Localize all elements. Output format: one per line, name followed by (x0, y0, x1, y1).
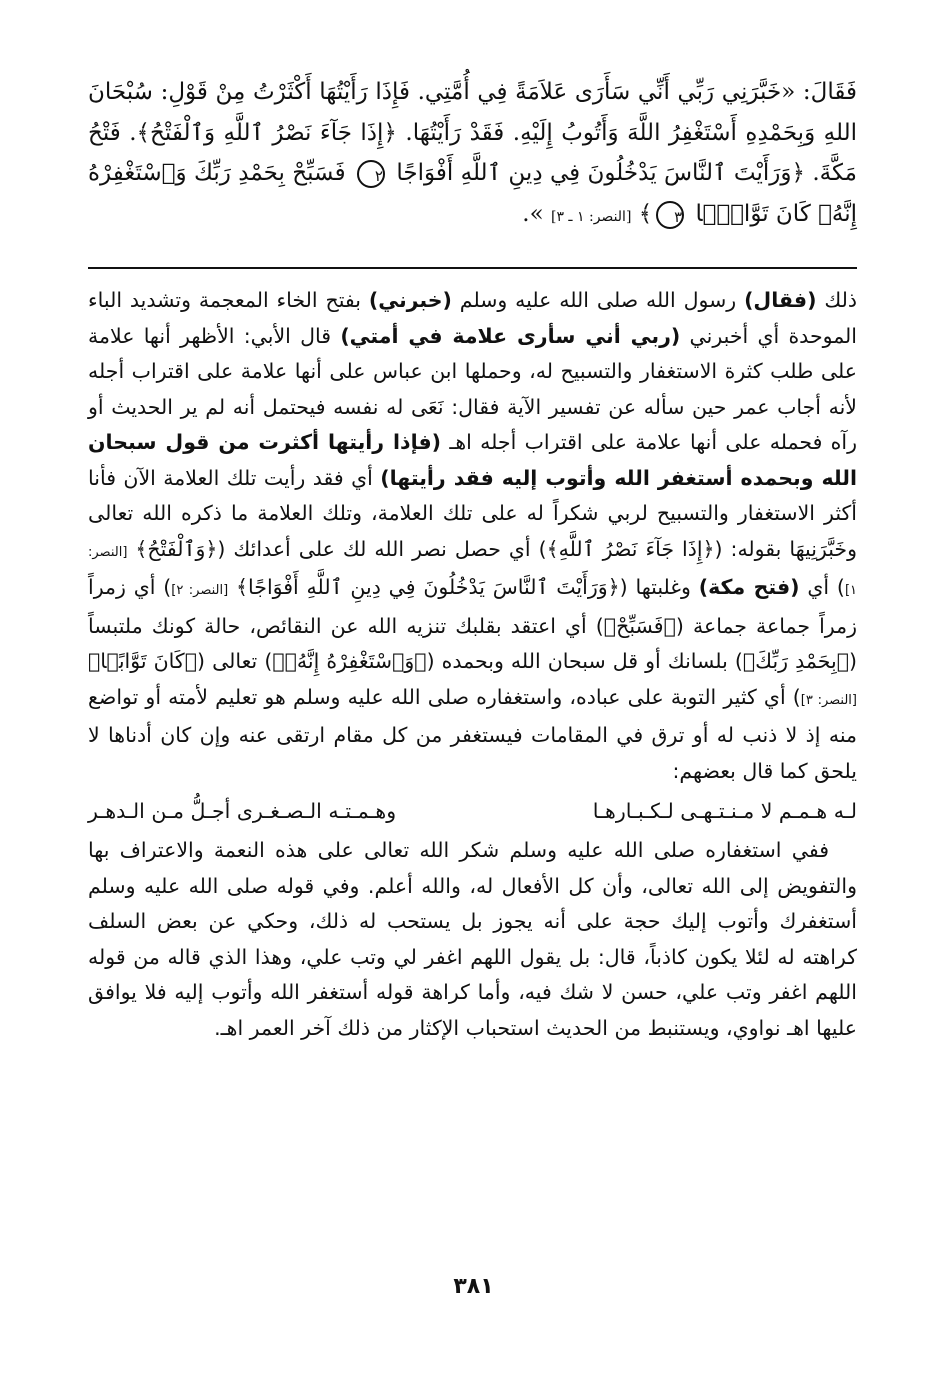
commentary-text-run: بفتح الخاء المعجمة وتشديد الباء الموحدة أي أخبرني (88, 288, 858, 348)
commentary-text-run: ) أي زمراً زمراً جماعة جماعة (﴿فَسَبِّحْ﴾) أي اعتقد بقلبك تنزيه الله عن النقائص، حالة كونك ملتبساً (﴿بِحَمْدِ رَبِّكَ﴾) بلسانك أو قل سبحان الله وبحمده (﴿وَٱسْتَغْفِرْهُ إِنَّهُۥ﴾) تعالى (﴿كَانَ تَوَّابًۢا﴾ (88, 575, 857, 673)
section-divider (88, 267, 857, 269)
hadith-part-3: ﴾ (638, 200, 653, 227)
commentary-paragraph-2: ففي استغفاره صلى الله عليه وسلم شكر الله تعالى على هذه النعمة والاعتراف بها والتفويض إلى الله تعالى، وأن كل الأفعال له، والله أعلم. وفي قوله صلى الله عليه وسلم أستغفرك وأتوب إليك حجة على أنه يجوز بل يستحب له ذلك، وحكي عن بعض السلف كراهته له لئلا يكون كاذباً، قال: بل يقول اللهم اغفر لي وتب علي، وهذا الذي قاله من قوله اللهم اغفر وتب علي، حسن لا شك فيه، وأما كراهة قوله أستغفر الله وأتوب إليه فلا يوافق عليها اهـ نواوي، ويستنبط من الحديث استحباب الإكثار من ذلك آخر العمر اهـ. (88, 838, 857, 1040)
hadith-part-1: فَقَالَ: «خَبَّرَنِي رَبِّي أَنِّي سَأَرَى عَلاَمَةً فِي أُمَّتِي. فَإِذَا رَأَيْتُهَا أَكْثَرْتُ مِنْ قَوْلِ: سُبْحَانَ اللهِ وَبِحَمْدِهِ أَسْتَغْفِرُ اللَّهَ وَأَتُوبُ إِلَيْهِ. فَقَدْ رَأَيْتُهَا. ﴿إِذَا جَآءَ نَصْرُ ٱللَّهِ وَٱلْفَتْحُ﴾. فَتْحُ مَكَّةَ. ﴿وَرَأَيْتَ ٱلنَّاسَ يَدْخُلُونَ فِي دِينِ ٱللَّهِ أَفْوَاجًا (88, 79, 857, 186)
commentary-text-run: ) أي (799, 575, 845, 599)
commentary-text-run: ) أي كثير التوبة على عباده، واستغفاره صلى الله عليه وسلم هو تعليم لأمته أو تواضع منه إذ لا ذنب له أو ترق في المقامات فيستغفر من كل مقام ارتقى عنه وإن كان أدناها لا يلحق كما قال بعضهم: (88, 684, 857, 783)
page-number: ٣٨١ (453, 1274, 494, 1299)
verse-second-hemistich: وهـمـتـه الـصـغـرى أجـلُّ مـن الـدهـر (88, 799, 397, 823)
sura-reference: [النصر: ١ ـ ٣] (550, 208, 632, 225)
commentary-quote: (فإذا رأيتها أكثرت من قول سبحان الله وبحمده أستغفر الله وأتوب إليه فقد رأيتها) (88, 430, 857, 490)
commentary-quote: (فتح مكة) (698, 575, 800, 599)
verse-first-hemistich: لـه هـمـم لا مـنـتـهـى لـكـبـارهـا (592, 799, 857, 823)
commentary-text-run: أي فقد رأيت تلك العلامة الآن فأنا أكثر الاستغفار والتسبيح لربي شكراً له على تلك العلامة، وتلك العلامة ما ذكره الله تعالى وخَبَّرَنِيهَا بقوله: (﴿إِذَا جَآءَ نَصْرُ ٱللَّهِ﴾) أي حصل نصر الله لك على أعدائك (﴿وَٱلْفَتْحُ﴾ (88, 465, 857, 561)
hadith-end: ». (522, 200, 544, 227)
commentary-text-run: قال الأبي: الأظهر أنها علامة على طلب كثرة الاستغفار والتسبيح له، وحملها ابن عباس على أنها علامة على اقتراب أجله لأنه أجاب عمر حين سأله عن تفسير الآية فقال: نَعَى له نفسه فيحتمل أنه لم ير الحديث أو رآه فحمله على أنها علامة على اقتراب أجله اهـ (88, 323, 858, 454)
commentary-quote: (خبرني) (368, 288, 452, 312)
commentary-text-run: رسول الله صلى الله عليه وسلم (451, 288, 745, 312)
commentary-text-run: وغلبتها (﴿وَرَأَيْتَ ٱلنَّاسَ يَدْخُلُونَ فِي دِينِ ٱللَّهِ أَفْوَاجًا﴾ (228, 575, 699, 599)
hadith-text (88, 72, 857, 237)
commentary-text (88, 283, 857, 1046)
commentary-paragraph (88, 283, 857, 789)
poetry-verse (88, 789, 857, 833)
hadith-part-2: فَسَبِّحْ بِحَمْدِ رَبِّكَ وَٱسْتَغْفِرْهُ إِنَّهُۥ كَانَ تَوَّابًۢا (88, 160, 857, 227)
commentary-quote: (ربي أني سأرى علامة في أمتي) (340, 323, 681, 348)
sura-reference: [النصر: ٣] (800, 692, 857, 708)
sura-reference: [النصر: ١] (88, 544, 857, 598)
sura-reference: [النصر: ٢] (171, 583, 229, 598)
hadith-paragraph (88, 72, 857, 237)
ayah-number-marker: ٢ (357, 160, 385, 188)
commentary-quote: (فقال) (744, 288, 817, 312)
ayah-number-marker: ٣ (656, 201, 684, 229)
commentary-text-run: ذلك (816, 288, 857, 312)
